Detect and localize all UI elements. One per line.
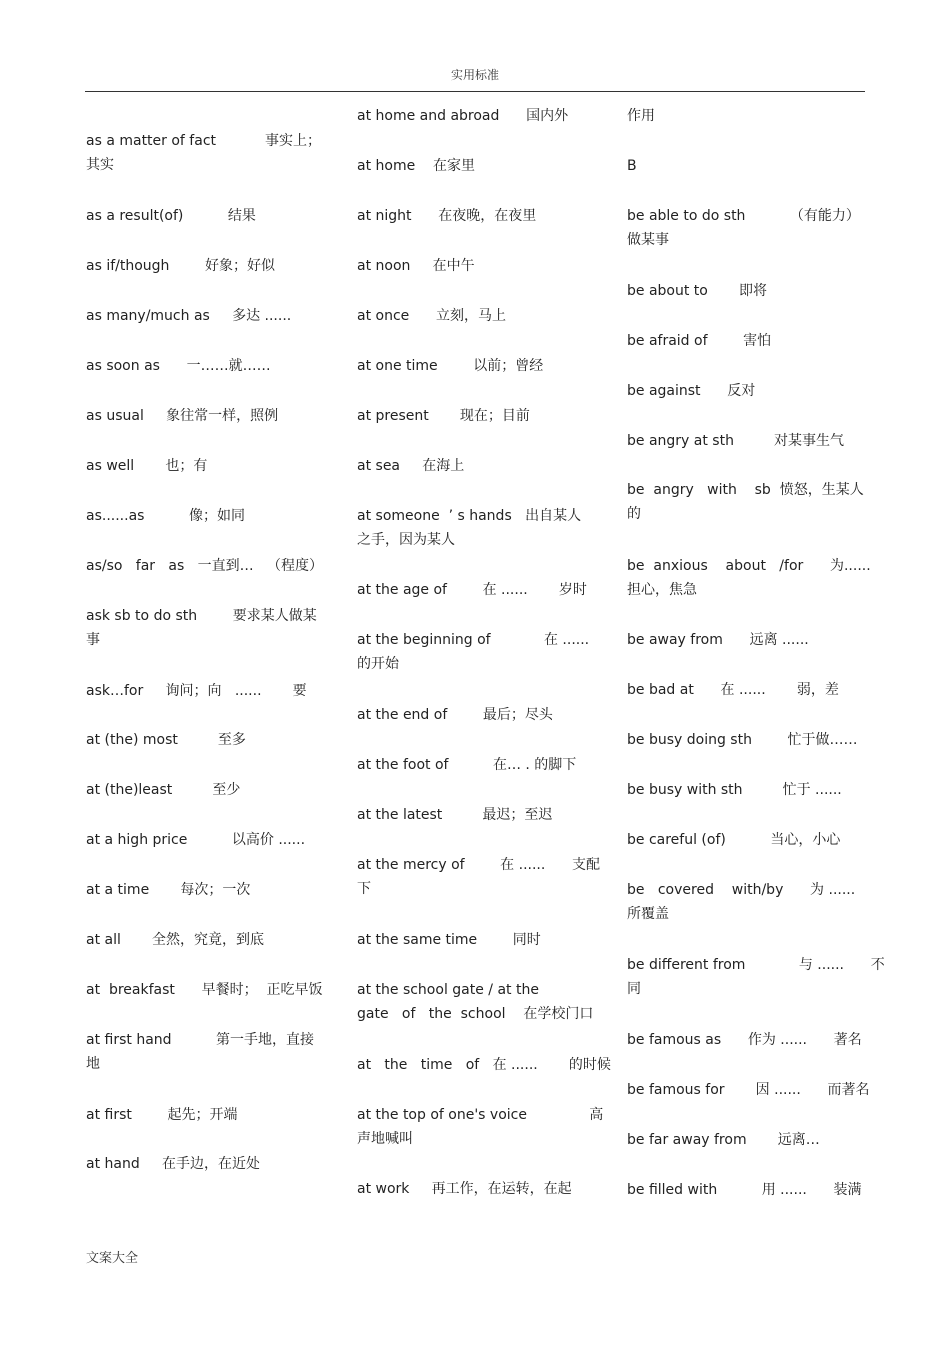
vocab-entry (627, 554, 871, 602)
entry-line: 的开始 (357, 656, 399, 672)
entry-line: ask…for 询问；向 ...... 要 (86, 683, 307, 699)
entry-line: as/so far as 一直到… （程度） (86, 558, 323, 574)
vocab-entry (627, 279, 859, 303)
entry-line: at (the)least 至少 (86, 782, 241, 798)
entry-line: as......as 像；如同 (86, 508, 245, 524)
vocab-entry (357, 578, 589, 602)
entry-line: 作用 (627, 108, 655, 124)
entry-line: at (the) most 至多 (86, 732, 246, 748)
vocab-entry (357, 304, 589, 328)
vocab-entry (627, 154, 859, 178)
vocab-entry (627, 878, 859, 926)
entry-line: 同 (627, 981, 641, 997)
entry-line: 下 (357, 881, 371, 897)
vocab-entry (627, 953, 885, 1001)
vocab-entry (627, 478, 864, 526)
vocab-entry (86, 978, 323, 1002)
entry-line: at the beginning of 在 ...... (357, 632, 590, 648)
vocab-entry (86, 554, 323, 578)
vocab-entry (357, 404, 589, 428)
entry-line: 其实 (86, 157, 114, 173)
entry-line: at home 在家里 (357, 158, 476, 174)
entry-line: as usual 象往常一样，照例 (86, 408, 279, 424)
entry-line: be busy doing sth 忙于做…… (627, 732, 858, 748)
entry-line: at present 现在；目前 (357, 408, 530, 424)
entry-line: 所覆盖 (627, 906, 669, 922)
vocab-entry (86, 778, 318, 802)
vocab-entry (86, 304, 318, 328)
entry-line: as if/though 好象；好似 (86, 258, 276, 274)
entry-line: be far away from 远离… (627, 1132, 820, 1148)
vocab-entry (357, 104, 589, 128)
vocab-entry (86, 204, 318, 228)
vocab-entry (86, 878, 318, 902)
entry-line: be famous for 因 ...... 而著名 (627, 1082, 870, 1098)
entry-line: as well 也；有 (86, 458, 208, 474)
entry-line: be covered with/by 为 ...... (627, 882, 856, 898)
entry-line: at first hand 第一手地，直接 (86, 1032, 315, 1048)
vocab-entry (627, 828, 859, 852)
entry-line: be anxious about /for 为...... (627, 558, 871, 574)
vocab-entry (627, 379, 859, 403)
vocab-entry (357, 504, 589, 552)
entry-line: at the top of one's voice 高 (357, 1107, 604, 1123)
entry-line: be careful (of) 当心，小心 (627, 832, 841, 848)
vocab-entry (86, 1152, 318, 1176)
entry-line: be angry with sb 愤怒，生某人 (627, 482, 864, 498)
entry-line: as a result(of) 结果 (86, 208, 256, 224)
entry-line: at the school gate / at the (357, 982, 539, 998)
entry-line: be about to 即将 (627, 283, 767, 299)
entry-line: gate of the school 在学校门口 (357, 1006, 594, 1022)
vocab-entry (357, 154, 589, 178)
vocab-entry (627, 329, 859, 353)
entry-line: ask sb to do sth 要求某人做某 (86, 608, 317, 624)
vocab-entry (86, 928, 318, 952)
vocab-entry (86, 828, 318, 852)
entry-line: at hand 在手边，在近处 (86, 1156, 260, 1172)
entry-line: 之手，因为某人 (357, 532, 455, 548)
entry-line: be angry at sth 对某事生气 (627, 433, 845, 449)
vocab-entry (627, 204, 859, 252)
vocab-entry (627, 1028, 862, 1052)
vocab-entry (357, 628, 589, 676)
entry-line: at the mercy of 在 ...... 支配 (357, 857, 601, 873)
entry-line: be bad at 在 ...... 弱，差 (627, 682, 839, 698)
entry-line: 声地喊叫 (357, 1131, 413, 1147)
vocab-entry (627, 1178, 862, 1202)
vocab-entry (627, 429, 859, 453)
vocab-entry (357, 354, 589, 378)
entry-line: be different from 与 ...... 不 (627, 957, 885, 973)
vocab-entry (627, 1128, 859, 1152)
entry-line: at the latest 最迟；至迟 (357, 807, 553, 823)
entry-line: as many/much as 多达 ...... (86, 308, 292, 324)
vocab-entry (357, 454, 589, 478)
vocab-entry (627, 104, 859, 128)
entry-line: at sea 在海上 (357, 458, 465, 474)
entry-line: at work 再工作，在运转，在起 (357, 1181, 572, 1197)
vocab-entry (357, 204, 589, 228)
vocab-entry (86, 679, 318, 703)
vocab-entry (357, 928, 589, 952)
entry-line: as a matter of fact 事实上； (86, 133, 321, 149)
entry-line: at the end of 最后；尽头 (357, 707, 553, 723)
entry-line: at home and abroad 国内外 (357, 108, 569, 124)
entry-line: be filled with 用 ...... 装满 (627, 1182, 862, 1198)
vocab-entry (627, 678, 859, 702)
entry-line: at night 在夜晚，在夜里 (357, 208, 537, 224)
vocab-entry (627, 728, 859, 752)
entry-line: at the time of 在 ...... 的时候 (357, 1057, 611, 1073)
vocab-entry (627, 628, 859, 652)
vocab-entry (627, 778, 859, 802)
vocab-entry (357, 753, 589, 777)
entry-line: 的 (627, 506, 641, 522)
vocab-entry (86, 604, 318, 652)
vocab-entry (86, 454, 318, 478)
entry-line: at a time 每次；一次 (86, 882, 251, 898)
entry-line: be famous as 作为 ...... 著名 (627, 1032, 862, 1048)
entry-line: B (627, 158, 637, 174)
vocab-entry (357, 254, 589, 278)
entry-line: at one time 以前；曾经 (357, 358, 544, 374)
entry-line: be against 反对 (627, 383, 756, 399)
vocab-entry (86, 728, 318, 752)
entry-line: at someone ’ s hands 出自某人 (357, 508, 582, 524)
page-footer: 文案大全 (86, 1251, 139, 1266)
entry-line: be busy with sth 忙于 ...... (627, 782, 842, 798)
entry-line: at all 全然，究竟，到底 (86, 932, 265, 948)
vocab-entry (357, 853, 601, 901)
vocab-entry (357, 803, 589, 827)
vocab-entry (86, 1103, 318, 1127)
vocab-entry (357, 703, 589, 727)
entry-line: at breakfast 早餐时； 正吃早饭 (86, 982, 323, 998)
entry-line: 地 (86, 1056, 100, 1072)
entry-line: be afraid of 害怕 (627, 333, 772, 349)
vocab-entry (357, 978, 594, 1026)
entry-line: at the same time 同时 (357, 932, 541, 948)
header-divider (85, 91, 865, 92)
entry-line: at the foot of 在… . 的脚下 (357, 757, 577, 773)
vocab-entry (86, 254, 318, 278)
vocab-entry (357, 1053, 611, 1077)
page-header: 实用标准 (450, 68, 499, 82)
vocab-entry (86, 1028, 318, 1076)
vocab-entry (86, 354, 318, 378)
entry-line: 担心，焦急 (627, 582, 697, 598)
entry-line: at first 起先；开端 (86, 1107, 238, 1123)
vocab-entry (86, 504, 318, 528)
entry-line: at noon 在中午 (357, 258, 475, 274)
vocab-entry (86, 129, 321, 177)
entry-line: 事 (86, 632, 100, 648)
vocab-entry (357, 1103, 604, 1151)
entry-line: at a high price 以高价 ...... (86, 832, 306, 848)
entry-line: at once 立刻，马上 (357, 308, 506, 324)
entry-line: be away from 远离 ...... (627, 632, 809, 648)
entry-line: at the age of 在 ...... 岁时 (357, 582, 587, 598)
vocab-entry (86, 404, 318, 428)
entry-line: 做某事 (627, 232, 669, 248)
vocab-entry (627, 1078, 870, 1102)
entry-line: as soon as 一……就…… (86, 358, 271, 374)
entry-line: be able to do sth （有能力） (627, 208, 860, 224)
vocab-entry (357, 1177, 589, 1201)
